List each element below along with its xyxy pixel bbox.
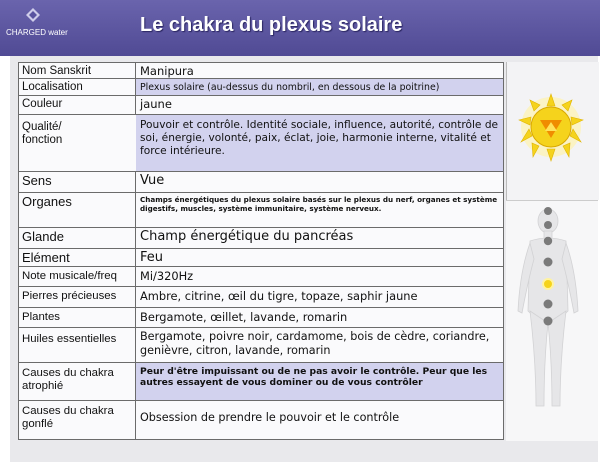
row-value: Bergamote, poivre noir, cardamome, bois de cèdre, coriandre, genièvre, citron, lavande, romarin xyxy=(140,330,490,357)
row-value: Bergamote, œillet, lavande, romarin xyxy=(140,310,348,324)
row-value: Mi/320Hz xyxy=(140,269,194,283)
chakra-symbol-panel xyxy=(506,62,599,200)
human-silhouette-chakra-points-icon xyxy=(506,201,598,441)
row-label: Pierres précieuses xyxy=(19,287,136,307)
table-row-localisation xyxy=(19,79,503,96)
table-row-causes-gonfle xyxy=(19,401,503,439)
row-value: jaune xyxy=(140,97,172,111)
chakra-info-table xyxy=(18,62,504,440)
row-label: Huiles essentielles xyxy=(19,328,136,362)
table-row-couleur xyxy=(19,96,503,115)
row-value: Peur d'être impuissant ou de ne pas avoir le contrôle. Peur que les autres essayent de vous dominer ou de vous contrôler xyxy=(136,363,503,400)
table-row-huiles-essentielles xyxy=(19,328,503,363)
row-label: Glande xyxy=(19,228,136,248)
header-banner xyxy=(0,0,600,56)
row-label: Causes du chakra gonflé xyxy=(19,401,136,439)
table-row-nom-sanskrit xyxy=(19,63,503,79)
table-row-qualite-fonction xyxy=(19,115,503,172)
row-label: Sens xyxy=(19,172,136,192)
row-label: Nom Sanskrit xyxy=(19,63,136,78)
row-label: Couleur xyxy=(19,96,136,114)
row-value: Vue xyxy=(140,173,165,188)
table-row-organes xyxy=(19,193,503,228)
row-value: Champs énergétiques du plexus solaire basés sur le plexus du nerf, organes et système digestifs, muscles, système immunitaire, système nerveux. xyxy=(140,195,498,214)
row-value: Plexus solaire (au-dessus du nombril, en dessous de la poitrine) xyxy=(136,79,503,95)
table-row-glande xyxy=(19,228,503,249)
row-label: Localisation xyxy=(19,79,136,95)
row-label: Plantes xyxy=(19,308,136,327)
logo-text: CHARGED water xyxy=(6,28,68,37)
row-label: Organes xyxy=(19,193,136,227)
row-label: Note musicale/freq xyxy=(19,267,136,286)
yellow-lotus-chakra-icon xyxy=(507,62,599,200)
row-label: Causes du chakra atrophié xyxy=(19,363,136,400)
row-value: Pouvoir et contrôle. Identité sociale, influence, autorité, contrôle de soi, énergie, volonté, paix, éclat, joie, harmonie interne, vitalité et force intérieure. xyxy=(136,115,503,171)
table-row-causes-atrophie xyxy=(19,363,503,401)
row-value: Feu xyxy=(140,250,164,265)
page-title: Le chakra du plexus solaire xyxy=(140,14,403,36)
row-label: Elément xyxy=(19,249,136,266)
row-value: Manipura xyxy=(140,64,194,78)
row-value: Ambre, citrine, œil du tigre, topaze, saphir jaune xyxy=(140,289,418,303)
row-value: Champ énergétique du pancréas xyxy=(140,229,354,244)
row-value: Obsession de prendre le pouvoir et le contrôle xyxy=(140,411,400,424)
table-row-note-musicale xyxy=(19,267,503,287)
row-label: Qualité/ fonction xyxy=(22,121,63,147)
table-row-sens xyxy=(19,172,503,193)
logo xyxy=(6,6,68,46)
body-chakra-panel xyxy=(506,200,598,441)
table-row-element xyxy=(19,249,503,267)
logo-mark-icon xyxy=(26,8,40,22)
table-row-plantes xyxy=(19,308,503,328)
table-row-pierres-precieuses xyxy=(19,287,503,308)
